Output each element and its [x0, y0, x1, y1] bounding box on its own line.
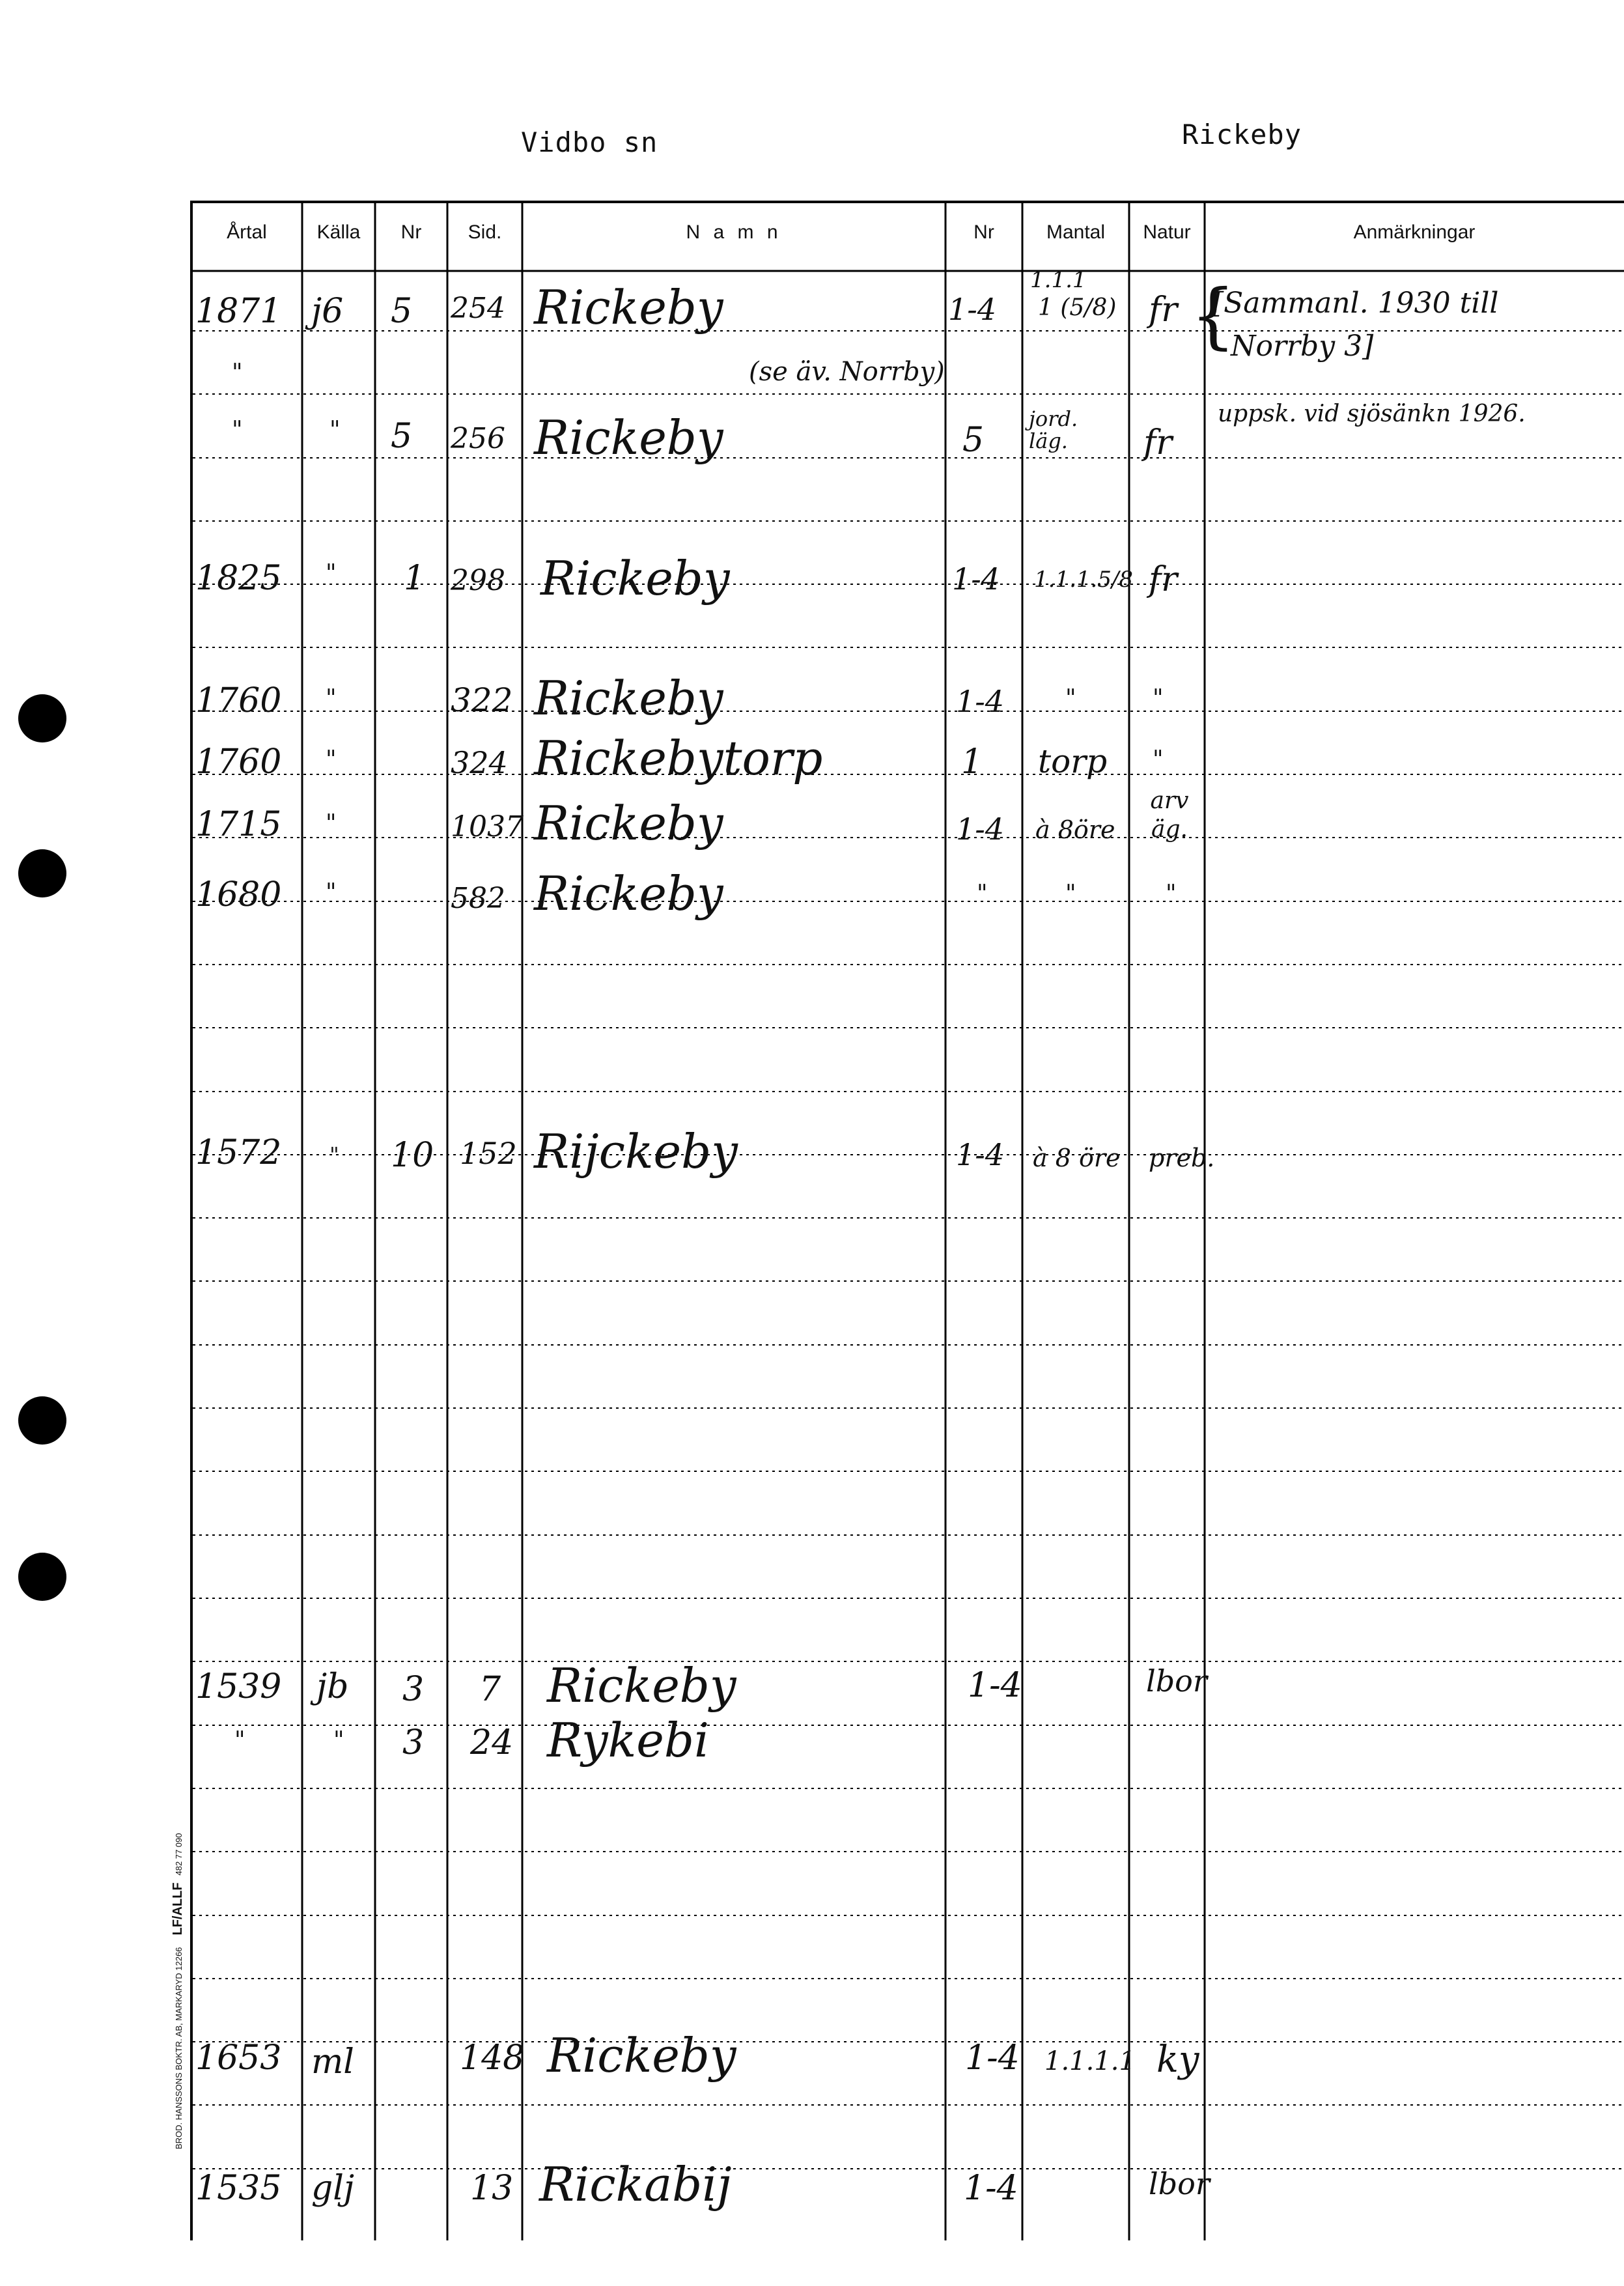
cell-nr2: 1-4	[968, 1666, 1022, 1705]
cell-sid: 152	[460, 1136, 517, 1171]
cell-namn: Rickebytorp	[534, 731, 823, 785]
cell-namn: Rickeby	[547, 2028, 736, 2083]
cell-nr2: 1	[961, 742, 983, 782]
place-title: Rickeby	[1182, 119, 1302, 150]
cell-mantal: 1.1.1.1	[1044, 2046, 1136, 2076]
cell-artal: "	[232, 360, 243, 386]
cell-mantal: 1.1.1.5/8	[1034, 567, 1134, 593]
cell-nr2: 1-4	[948, 292, 997, 327]
cell-nr2: 5	[962, 421, 985, 460]
cell-namn: Rickeby	[534, 280, 723, 335]
col-header-nr2: Nr	[973, 221, 994, 243]
cell-natur: fr	[1149, 290, 1178, 330]
brace-mark: {	[1190, 274, 1236, 357]
cell-artal: 1535	[195, 2169, 282, 2208]
col-header-sid: Sid.	[468, 221, 502, 243]
cell-nr: 3	[402, 1723, 425, 1762]
cell-nr: 10	[391, 1136, 434, 1175]
cell-kalla: "	[329, 1142, 339, 1167]
cell-kalla: "	[333, 1727, 344, 1754]
form-code: LF/ALLF	[171, 1882, 185, 1936]
cell-sid: 256	[451, 422, 505, 455]
cell-artal: 1653	[195, 2039, 282, 2078]
cell-nr2: 1-4	[956, 811, 1005, 847]
cell-sid: 322	[451, 681, 513, 719]
cell-mantal: jord. läg.	[1029, 406, 1078, 453]
cell-sid: 13	[470, 2169, 514, 2208]
col-header-kalla: Källa	[316, 221, 361, 243]
cell-artal: 1715	[195, 805, 282, 844]
cell-artal: 1825	[195, 559, 282, 598]
cell-namn: Rickeby	[547, 1658, 736, 1713]
cell-namn: Rickeby	[534, 796, 723, 851]
cell-sid: 254	[451, 292, 505, 325]
cell-kalla: ml	[311, 2042, 354, 2081]
cell-artal: 1572	[195, 1133, 282, 1172]
cell-mantal: 1 (5/8)	[1038, 294, 1117, 321]
cell-nr2: "	[977, 881, 988, 907]
cell-natur: lbor	[1146, 1663, 1207, 1699]
cell-sid: 1037	[451, 810, 524, 843]
cell-sid: 324	[451, 745, 508, 780]
cell-natur: "	[1153, 685, 1164, 712]
cell-natur: fr	[1143, 423, 1173, 462]
cell-artal: "	[232, 417, 243, 444]
cell-kalla: "	[326, 685, 337, 712]
cell-kalla: glj	[311, 2169, 355, 2208]
col-header-artal: Årtal	[227, 221, 267, 243]
publisher-text: BROD. HANSSONS BOKTR. AB, MARKARYD 12266	[174, 1947, 184, 2149]
col-header-namn: N a m n	[686, 221, 782, 243]
cell-anm: Norrby 3]	[1231, 330, 1374, 363]
cell-nr2: 1-4	[956, 1137, 1005, 1172]
cell-mantal: à 8öre	[1035, 815, 1115, 844]
cell-mantal: "	[1065, 881, 1076, 907]
cell-kalla: "	[329, 417, 341, 444]
cell-artal: 1539	[195, 1667, 282, 1706]
cell-artal: 1871	[195, 292, 282, 331]
cell-sid: 582	[451, 882, 505, 915]
cell-nr2: 1-4	[964, 2169, 1018, 2208]
cell-namn: Rijckeby	[534, 1124, 738, 1179]
cell-anm: uppsk. vid sjösänkn 1926.	[1218, 401, 1526, 427]
cell-mantal: "	[1065, 685, 1076, 712]
cell-sid: 24	[470, 1723, 514, 1762]
cell-namn: (se äv. Norrby)	[749, 357, 945, 387]
cell-natur: preb.	[1149, 1144, 1215, 1172]
cell-namn: Rickabij	[539, 2157, 732, 2212]
cell-natur: "	[1166, 881, 1177, 907]
cell-namn: Rickeby	[540, 551, 730, 606]
cell-namn: Rickeby	[534, 671, 723, 726]
cell-mantal-top: 1.1.1	[1030, 267, 1087, 293]
cell-kalla: j6	[311, 292, 344, 331]
cell-artal: 1760	[195, 742, 282, 782]
cell-natur: fr	[1149, 560, 1178, 599]
cell-kalla: "	[326, 560, 337, 587]
cell-namn: Rickeby	[534, 866, 723, 921]
cell-artal: 1760	[195, 681, 282, 720]
cell-artal: 1680	[195, 875, 282, 914]
cell-natur: lbor	[1149, 2166, 1210, 2201]
cell-nr: 1	[404, 559, 426, 598]
col-header-anmarkningar: Anmärkningar	[1353, 221, 1476, 243]
col-header-natur: Natur	[1143, 221, 1191, 243]
cell-mantal: torp	[1038, 742, 1108, 780]
cell-nr2: 1-4	[965, 2039, 1020, 2078]
cell-artal: "	[234, 1727, 245, 1754]
cell-nr: 5	[391, 292, 413, 331]
cell-namn: Rickeby	[534, 410, 723, 465]
form-number: 482 77 090	[174, 1833, 184, 1876]
cell-nr2: 1-4	[956, 684, 1005, 719]
publisher-imprint	[171, 1833, 186, 2150]
cell-nr: 3	[402, 1670, 425, 1709]
cell-natur: arv äg.	[1150, 787, 1189, 843]
cell-kalla: jb	[316, 1667, 349, 1706]
cell-kalla: "	[326, 746, 337, 773]
cell-kalla: "	[326, 810, 337, 837]
cell-natur: "	[1153, 746, 1164, 773]
cell-namn: Rykebi	[547, 1713, 709, 1768]
cell-sid: 298	[451, 564, 505, 597]
parish-title: Vidbo sn	[521, 126, 658, 158]
cell-sid: 148	[460, 2039, 525, 2078]
cell-mantal: à 8 öre	[1033, 1144, 1121, 1172]
col-header-mantal: Mantal	[1046, 221, 1106, 243]
cell-anm: [Sammanl. 1930 till	[1212, 287, 1499, 320]
cell-nr2: 1-4	[952, 561, 1001, 597]
cell-nr: 5	[391, 417, 413, 456]
cell-sid: 7	[479, 1670, 501, 1709]
cell-natur: ky	[1156, 2039, 1199, 2081]
cell-kalla: "	[326, 879, 337, 906]
col-header-nr: Nr	[400, 221, 422, 243]
